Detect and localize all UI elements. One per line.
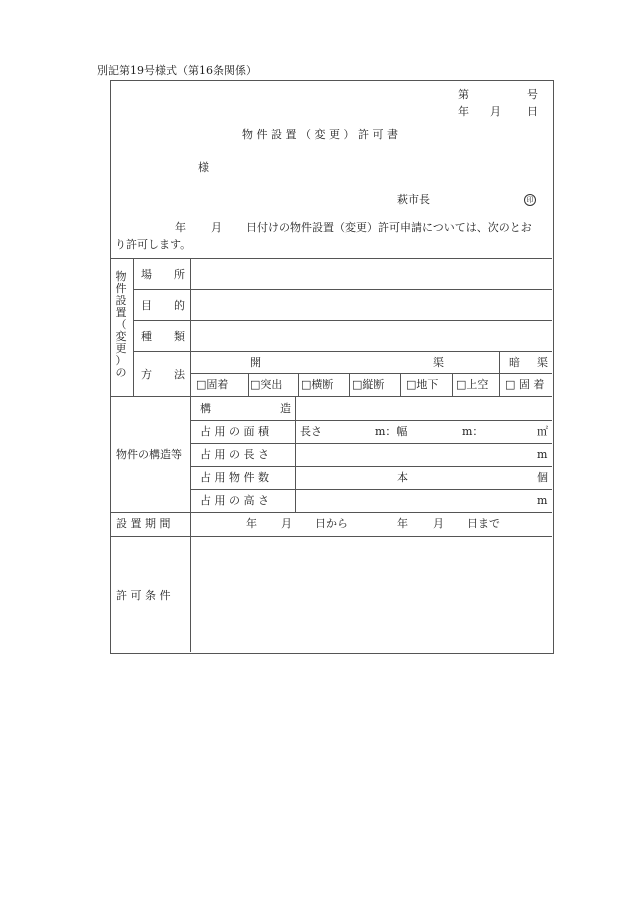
checkbox-underground[interactable]: □地下 xyxy=(406,378,439,391)
area-m: m： xyxy=(462,425,484,438)
period-label: 設 置 期 間 xyxy=(116,517,171,530)
area-label: 占 用 の 面 積 xyxy=(200,425,269,438)
checkbox-overhead[interactable]: □上空 xyxy=(456,378,489,391)
length-label: 占 用 の 長 さ xyxy=(200,448,269,461)
culvert-a: 暗 xyxy=(509,356,520,369)
form-label: 別記第19号様式（第16条関係） xyxy=(97,64,257,77)
count-label: 占 用 物 件 数 xyxy=(200,471,269,484)
document-title: 物 件 設 置 （ 変 更 ） 許 可 書 xyxy=(242,128,398,141)
body-month: 月 xyxy=(211,221,222,234)
checkbox-longitudinal[interactable]: □縦断 xyxy=(352,378,385,391)
culvert-b: 渠 xyxy=(537,356,548,369)
place-label-b: 所 xyxy=(174,268,185,281)
period-year-start: 年 xyxy=(246,517,257,530)
date-year: 年 xyxy=(458,105,469,118)
length-unit: m xyxy=(537,448,548,461)
area-unit: ㎡ xyxy=(537,425,548,438)
structure-label-a: 構 xyxy=(200,402,211,415)
number-suffix: 号 xyxy=(527,88,538,101)
type-label-b: 類 xyxy=(174,330,185,343)
structure-label-b: 造 xyxy=(280,402,291,415)
area-m-width: m：幅 xyxy=(375,425,408,438)
type-label-a: 種 xyxy=(141,330,152,343)
period-year-end: 年 xyxy=(397,517,408,530)
height-unit: m xyxy=(537,494,548,507)
body-text-line1: 日付けの物件設置（変更）許可申請については、次のとお xyxy=(246,221,532,234)
period-from: 日から xyxy=(315,517,348,530)
period-month-end: 月 xyxy=(433,517,444,530)
number-prefix: 第 xyxy=(458,88,469,101)
body-year: 年 xyxy=(175,221,186,234)
count-unit-a: 本 xyxy=(397,471,408,484)
period-to: 日まで xyxy=(467,517,500,530)
method-label-a: 方 xyxy=(141,368,152,381)
area-length: 長さ xyxy=(300,425,322,438)
issuer-name: 萩市長 xyxy=(397,193,430,206)
permit-form xyxy=(110,80,554,654)
height-label: 占 用 の 高 さ xyxy=(200,494,269,507)
count-unit-b: 個 xyxy=(537,471,548,484)
structure-section-label: 物件の構造等 xyxy=(116,448,182,461)
date-day: 日 xyxy=(527,105,538,118)
purpose-label-a: 目 xyxy=(141,299,152,312)
method-label-b: 法 xyxy=(174,368,185,381)
place-label-a: 場 xyxy=(141,268,152,281)
checkbox-protrude[interactable]: □突出 xyxy=(250,378,283,391)
addressee-suffix: 様 xyxy=(198,161,209,174)
conditions-label: 許 可 条 件 xyxy=(116,589,171,602)
body-text-line2: り許可します。 xyxy=(115,238,192,251)
checkbox-fixed[interactable]: □固着 xyxy=(196,378,229,391)
date-month: 月 xyxy=(490,105,501,118)
checkbox-culvert-fixed[interactable]: □ 固 着 xyxy=(505,378,545,391)
checkbox-cross[interactable]: □横断 xyxy=(301,378,334,391)
open-channel-a: 開 xyxy=(250,356,261,369)
section1-vertical-label: 物 件 設 置 （ 変 更 ） の xyxy=(115,270,127,379)
open-channel-b: 渠 xyxy=(433,356,444,369)
seal-icon: 印 xyxy=(524,194,536,206)
purpose-label-b: 的 xyxy=(174,299,185,312)
period-month-start: 月 xyxy=(281,517,292,530)
